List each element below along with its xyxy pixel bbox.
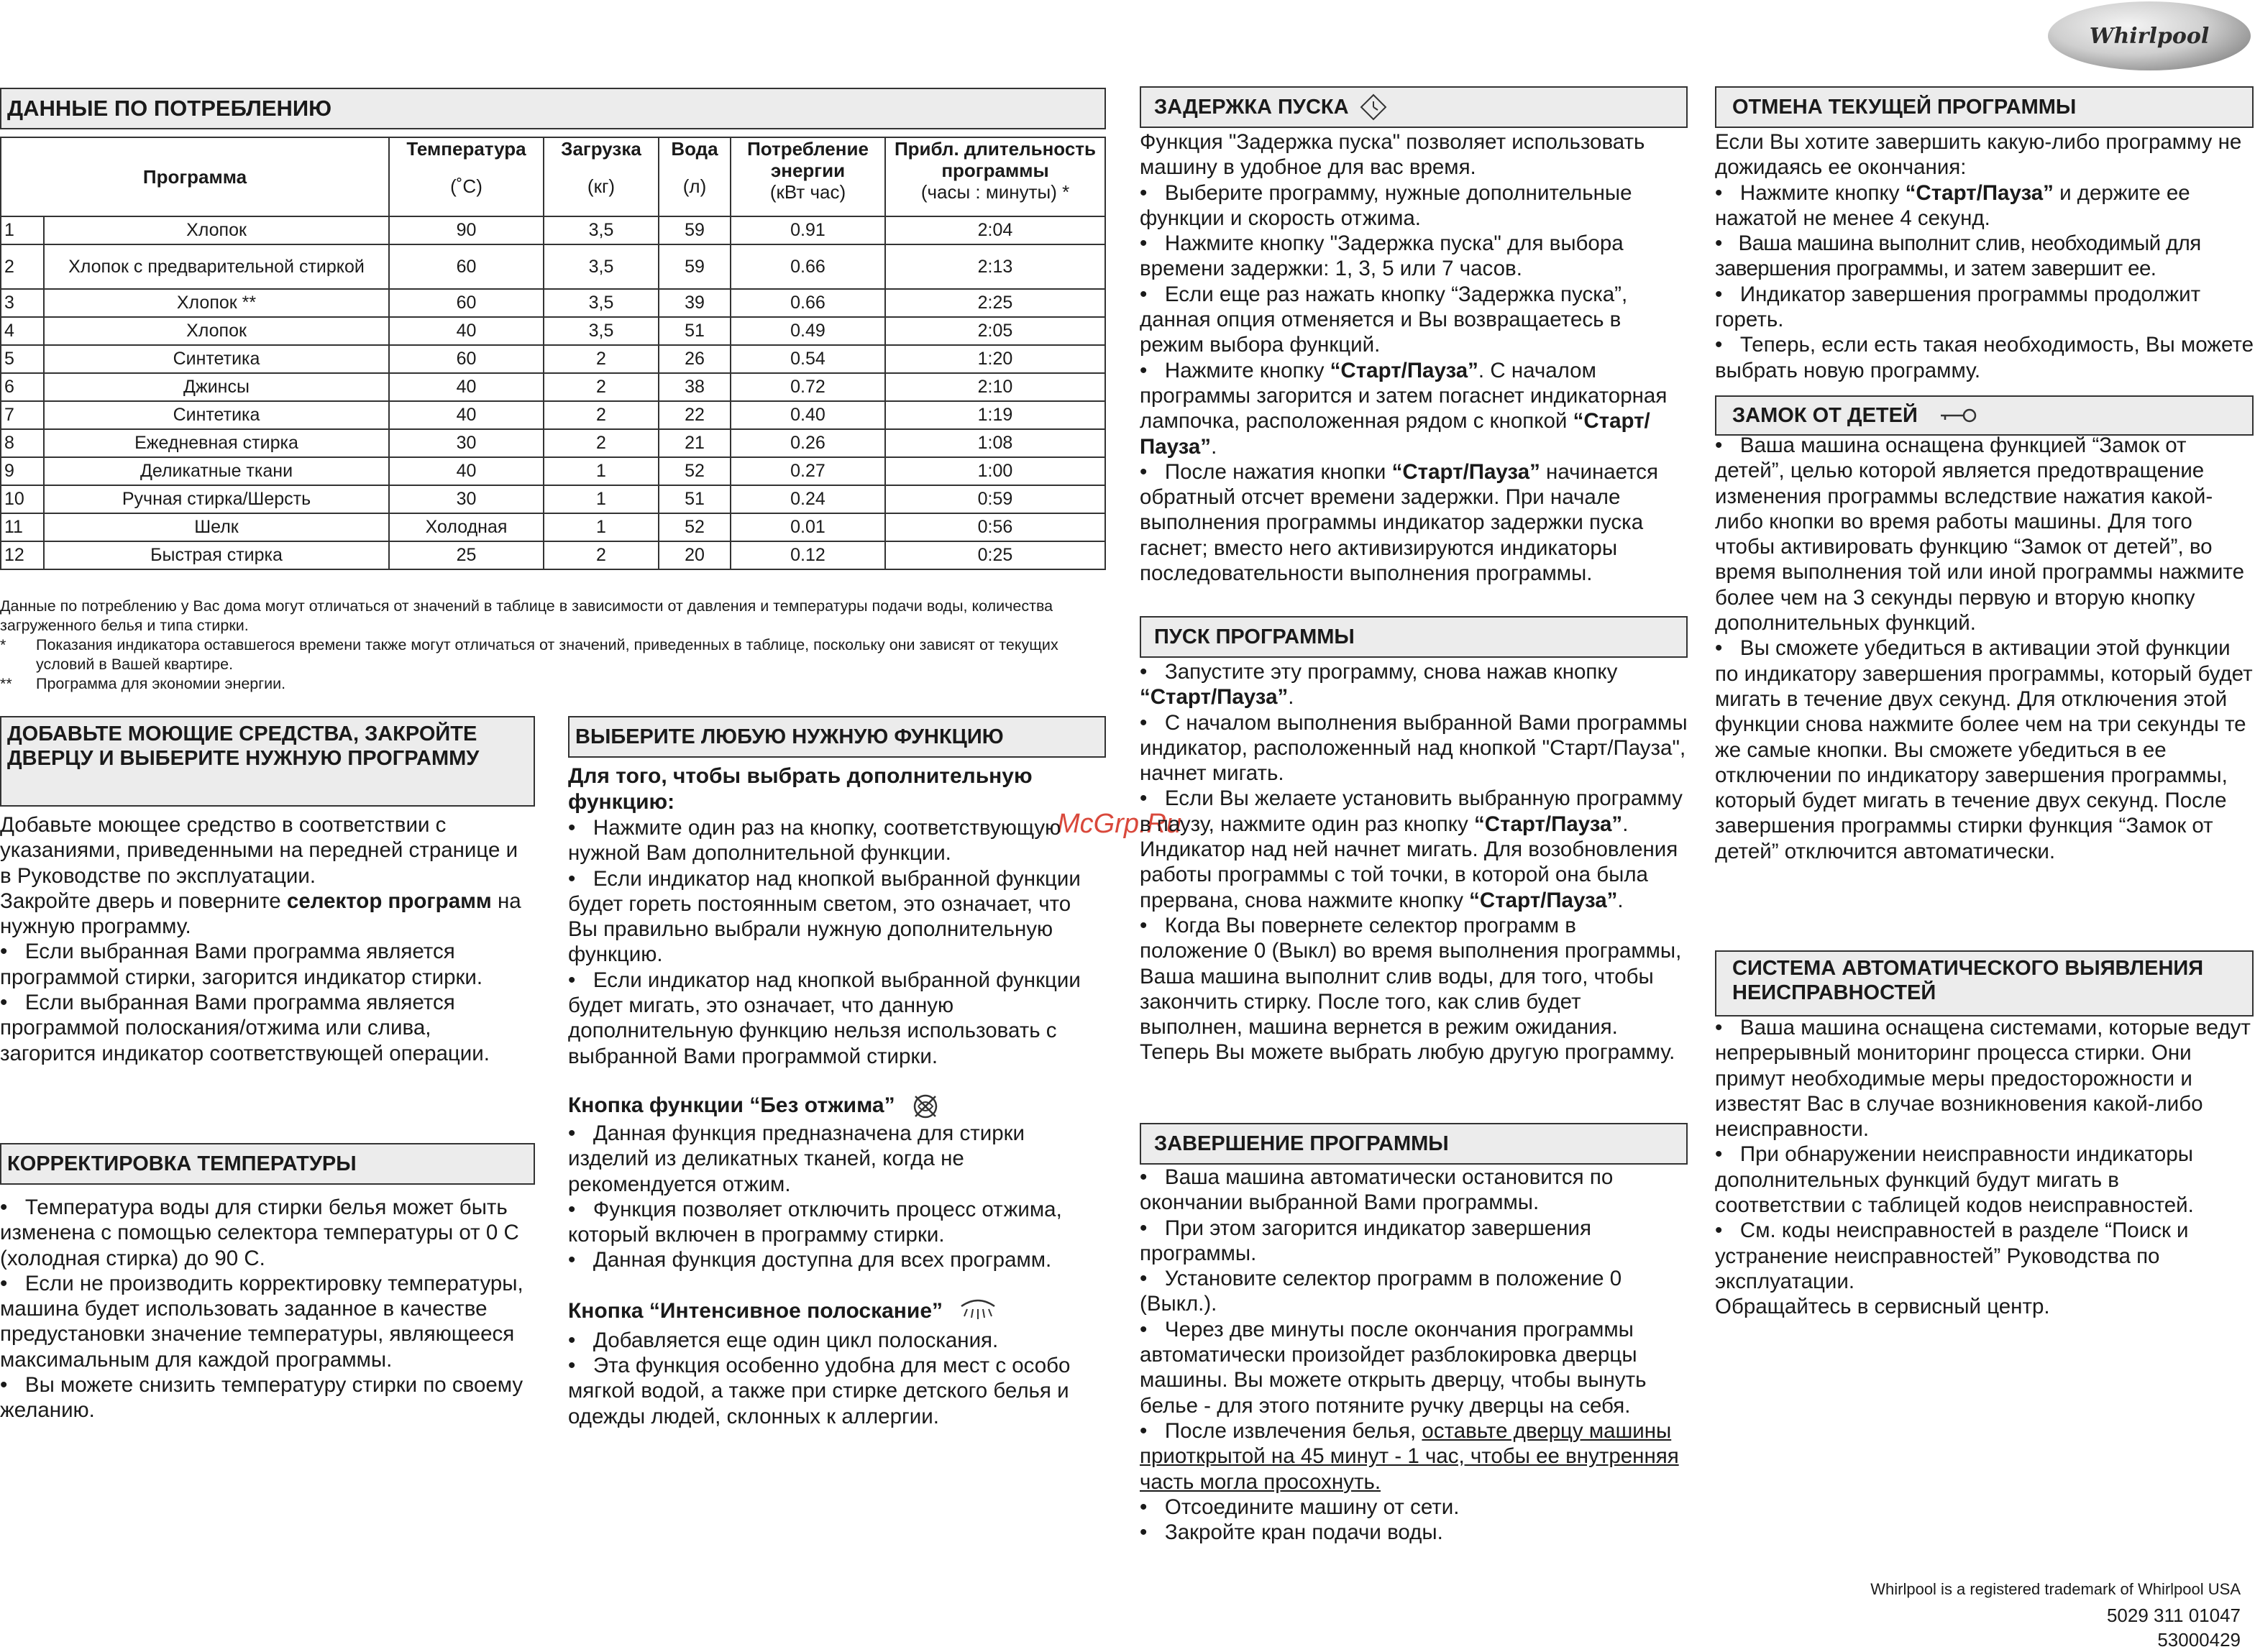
- table-row: [1, 485, 1105, 513]
- row-duration: 0:59: [885, 485, 1105, 513]
- row-energy: 0.49: [731, 317, 885, 345]
- row-energy: 0.24: [731, 485, 885, 513]
- row-program: Ручная стирка/Шерсть: [44, 485, 389, 513]
- row-water: 52: [659, 457, 731, 485]
- row-water: 21: [659, 429, 731, 457]
- start-body: • Запустите эту программу, снова нажав кнопку “Старт/Пауза”. • С началом выполнения выбранной Вами программы индикатор, расположенный над кнопкой "Старт/Пауза", начнет мигать. • Если Вы желаете установить выбранную программу в паузу, нажмите один раз кнопку “Старт/Пауза”. Индикатор над ней начнет мигать. Для возобновления работы программы с той точки, в которой она была прервана, снова нажмите кнопку “Старт/Пауза”. • Когда Вы повернете селектор программ в положение 0 (Выкл) во время выполнения программы, Ваша машина выполнит слив воды, для того, чтобы закончить стирку. После того, как слив будет выполнен, машина вернется в режим ожидания. Теперь Вы можете выбрать любую другую программу.: [1140, 659, 1688, 1065]
- row-number: 12: [1, 541, 44, 569]
- add-detergent-body: Добавьте моющее средство в соответствии с указаниями, приведенными на передней странице и в Руководстве по эксплуатации. Закройте дверь и поверните селектор программ на нужную программу. • Если выбранная Вами программа является программой стирки, загорится индикатор стирки. • Если выбранная Вами программа является программой полоскания/отжима или слива, загорится индикатор соответствующей операции.: [0, 812, 532, 1066]
- row-water: 51: [659, 485, 731, 513]
- row-water: 51: [659, 317, 731, 345]
- row-temperature: 40: [389, 317, 544, 345]
- col-temperature: Температура (˚C): [389, 137, 544, 216]
- row-number: 8: [1, 429, 44, 457]
- row-energy: 0.27: [731, 457, 885, 485]
- row-temperature: 90: [389, 216, 544, 244]
- table-row: [1, 513, 1105, 541]
- row-load: 1: [544, 513, 659, 541]
- watermark: McGrp.Ru: [1057, 809, 1182, 839]
- row-energy: 0.66: [731, 289, 885, 317]
- row-number: 3: [1, 289, 44, 317]
- col-load: Загрузка (кг): [544, 137, 659, 216]
- row-temperature: 40: [389, 373, 544, 401]
- row-number: 5: [1, 345, 44, 373]
- col-water: Вода (л): [659, 137, 731, 216]
- row-water: 39: [659, 289, 731, 317]
- row-temperature: 60: [389, 289, 544, 317]
- footer: [1870, 1579, 2241, 1652]
- row-temperature: 30: [389, 429, 544, 457]
- row-number: 1: [1, 216, 44, 244]
- row-water: 59: [659, 244, 731, 289]
- row-program: Деликатные ткани: [44, 457, 389, 485]
- table-row: [1, 216, 1105, 244]
- doc-code-2: 53000429: [2157, 1629, 2241, 1651]
- row-temperature: 40: [389, 401, 544, 429]
- row-temperature: 30: [389, 485, 544, 513]
- end-body: • Ваша машина автоматически остановится по окончании выбранной Вами программы. • При этом загорится индикатор завершения программы. • Установите селектор программ в положение 0 (Выкл.). • Через две минуты после окончания программы автоматически произойдет разблокировка дверцы машины. Вы можете открыть дверцу, чтобы вынуть белье - для этого потяните ручку дверцы на себя. • После извлечения белья, оставьте дверцу машины приоткрытой на 45 минут - 1 час, чтобы ее внутренняя часть могла просохнуть. • Отсоедините машину от сети. • Закройте кран подачи воды.: [1140, 1165, 1688, 1545]
- row-duration: 2:10: [885, 373, 1105, 401]
- add-detergent-title: ДОБАВЬТЕ МОЮЩИЕ СРЕДСТВА, ЗАКРОЙТЕ ДВЕРЦУ И ВЫБЕРИТЕ НУЖНУЮ ПРОГРАММУ: [0, 716, 535, 807]
- col-duration: Прибл. длительность программы (часы : минуты) *: [885, 137, 1105, 216]
- row-number: 4: [1, 317, 44, 345]
- child-lock-body: • Ваша машина оснащена функцией “Замок от детей”, целью которой является предотвращение изменения программы вследствие нажатия какой-либо кнопки во время работы машины. Для того чтобы активировать функцию “Замок от детей”, во время выполнения той или иной программы нажмите более чем на 3 секунды первую и вторую кнопку дополнительных функций. • Вы сможете убедиться в активации этой функции по индикатору завершения программы, который будет мигать в течение двух секунд. Для отключения этой функции снова нажмите более чем на три секунды те же самые кнопки. Вы сможете убедиться в ее отключении по индикатору завершения программы, который будет мигать в течение двух секунд. После завершения программы стирки функция “Замок от детей” отключится автоматически.: [1715, 433, 2254, 864]
- row-water: 22: [659, 401, 731, 429]
- row-water: 52: [659, 513, 731, 541]
- row-program: Хлопок: [44, 216, 389, 244]
- row-duration: 0:56: [885, 513, 1105, 541]
- row-duration: 1:00: [885, 457, 1105, 485]
- table-row: [1, 317, 1105, 345]
- row-energy: 0.66: [731, 244, 885, 289]
- cancel-title: ОТМЕНА ТЕКУЩЕЙ ПРОГРАММЫ: [1715, 86, 2254, 128]
- row-water: 20: [659, 541, 731, 569]
- row-energy: 0.01: [731, 513, 885, 541]
- rinse-heading: Кнопка “Интенсивное полоскание”: [568, 1296, 1104, 1328]
- row-load: 2: [544, 345, 659, 373]
- row-program: Джинсы: [44, 373, 389, 401]
- row-water: 26: [659, 345, 731, 373]
- row-energy: 0.26: [731, 429, 885, 457]
- row-program: Шелк: [44, 513, 389, 541]
- row-load: 1: [544, 457, 659, 485]
- delay-start-icon: [1359, 93, 1388, 121]
- row-program: Синтетика: [44, 345, 389, 373]
- row-number: 7: [1, 401, 44, 429]
- consumption-table: [0, 137, 1106, 570]
- row-duration: 0:25: [885, 541, 1105, 569]
- row-number: 10: [1, 485, 44, 513]
- row-water: 38: [659, 373, 731, 401]
- fault-body: • Ваша машина оснащена системами, которые ведут непрерывный мониторинг процесса стирки. Они примут необходимые меры предосторожности и известят Вас в случае возникновения какой-либо неисправности. • При обнаружении неисправности индикаторы дополнительных функций будут мигать в соответствии с таблицей кодов неисправностей. • См. коды неисправностей в разделе “Поиск и устранение неисправностей” Руководства по эксплуатации. Обращайтесь в сервисный центр.: [1715, 1015, 2254, 1320]
- row-program: Быстрая стирка: [44, 541, 389, 569]
- consumption-title: ДАННЫЕ ПО ПОТРЕБЛЕНИЮ: [0, 88, 1106, 129]
- row-temperature: 60: [389, 244, 544, 289]
- intensive-rinse-icon: [959, 1296, 997, 1328]
- table-row: [1, 345, 1105, 373]
- row-temperature: 40: [389, 457, 544, 485]
- row-number: 9: [1, 457, 44, 485]
- whirlpool-logo: Whirlpool: [2048, 1, 2251, 70]
- delay-title: ЗАДЕРЖКА ПУСКА: [1140, 86, 1688, 128]
- col-program: Программа: [1, 137, 389, 216]
- fault-title: СИСТЕМА АВТОМАТИЧЕСКОГО ВЫЯВЛЕНИЯ НЕИСПРАВНОСТЕЙ: [1715, 950, 2254, 1017]
- delay-body: Функция "Задержка пуска" позволяет использовать машину в удобное для вас время. • Выберите программу, нужные дополнительные функции и скорость отжима. • Нажмите кнопку "Задержка пуска" для выбора времени задержки: 1, 3, 5 или 7 часов. • Если еще раз нажать кнопку “Задержка пуска”, данная опция отменяется и Вы возвращаетесь в режим выбора функций. • Нажмите кнопку “Старт/Пауза”. С началом программы загорится и затем погаснет индикаторная лампочка, расположенная рядом с кнопкой “Старт/Пауза”. • После нажатия кнопки “Старт/Пауза” начинается обратный отсчет времени задержки. При начале выполнения программы индикатор задержки пуска гаснет; вместо него активизируются индикаторы последовательности выполнения программы.: [1140, 129, 1688, 586]
- table-row: [1, 429, 1105, 457]
- row-load: 2: [544, 373, 659, 401]
- row-program: Синтетика: [44, 401, 389, 429]
- row-number: 6: [1, 373, 44, 401]
- doc-code-1: 5029 311 01047: [2106, 1605, 2241, 1626]
- end-title: ЗАВЕРШЕНИЕ ПРОГРАММЫ: [1140, 1123, 1688, 1165]
- row-energy: 0.12: [731, 541, 885, 569]
- row-number: 2: [1, 244, 44, 289]
- row-duration: 1:20: [885, 345, 1105, 373]
- row-energy: 0.91: [731, 216, 885, 244]
- consumption-notes: [0, 597, 1106, 694]
- row-program: Хлопок **: [44, 289, 389, 317]
- note-1: Данные по потреблению у Вас дома могут отличаться от значений в таблице в зависимости от давления и температуры подачи воды, количества загруженного белья и типа стирки.: [0, 597, 1053, 634]
- row-load: 2: [544, 401, 659, 429]
- table-row: [1, 244, 1105, 289]
- no-spin-icon: [911, 1092, 940, 1121]
- functions-title: ВЫБЕРИТЕ ЛЮБУЮ НУЖНУЮ ФУНКЦИЮ: [568, 716, 1106, 758]
- row-duration: 1:19: [885, 401, 1105, 429]
- row-load: 2: [544, 429, 659, 457]
- functions-body: Для того, чтобы выбрать дополнительную функцию: • Нажмите один раз на кнопку, соответствующую нужной Вам дополнительной функции. • Если индикатор над кнопкой выбранной функции будет гореть постоянным светом, это означает, что Вы правильно выбрали нужную дополнительную функцию. • Если индикатор над кнопкой выбранной функции будет мигать, это означает, что данную дополнительную функцию нельзя использовать с выбранной Вами программой стирки. Кнопка функции “Без отжима” • Данная функция предназначена для стирки изделий из деликатных тканей, когда не рекомендуется отжим. • Функция позволяет отключить процесс отжима, который включен в программу стирки. • Данная функция доступна для всех программ. Кнопка “Интенсивное полоскание” • Добавляется еще один цикл полоскания. • Эта функция особенно удобна для мест с особо мягкой водой, а также при стирке детского белья и одежды людей, склонных к аллергии.: [568, 763, 1104, 1429]
- row-temperature: 60: [389, 345, 544, 373]
- row-load: 1: [544, 485, 659, 513]
- row-load: 3,5: [544, 216, 659, 244]
- row-number: 11: [1, 513, 44, 541]
- start-title: ПУСК ПРОГРАММЫ: [1140, 616, 1688, 658]
- row-program: Ежедневная стирка: [44, 429, 389, 457]
- note-2: * Показания индикатора оставшегося времени также могут отличаться от значений, приведенных в таблице, поскольку они зависят от текущих условий в Вашей квартире.: [0, 636, 1058, 673]
- row-duration: 1:08: [885, 429, 1105, 457]
- temperature-title: КОРРЕКТИРОВКА ТЕМПЕРАТУРЫ: [0, 1143, 535, 1185]
- row-duration: 2:04: [885, 216, 1105, 244]
- row-load: 3,5: [544, 317, 659, 345]
- row-program: Хлопок с предварительной стиркой: [44, 244, 389, 289]
- table-row: [1, 401, 1105, 429]
- row-duration: 2:25: [885, 289, 1105, 317]
- row-energy: 0.54: [731, 345, 885, 373]
- row-temperature: 25: [389, 541, 544, 569]
- key-icon: [1939, 407, 1977, 424]
- temperature-body: • Температура воды для стирки белья может быть изменена с помощью селектора температуры от 0 С (холодная стирка) до 90 С. • Если не производить корректировку температуры, машина будет использовать заданное в качестве предустановки значение температуры, являющееся максимальным для каждой программы. • Вы можете снизить температуру стирки по своему желанию.: [0, 1195, 532, 1423]
- col-energy: Потребление энергии (кВт час): [731, 137, 885, 216]
- row-program: Хлопок: [44, 317, 389, 345]
- row-energy: 0.72: [731, 373, 885, 401]
- row-duration: 2:13: [885, 244, 1105, 289]
- table-row: [1, 541, 1105, 569]
- table-row: [1, 289, 1105, 317]
- table-row: [1, 373, 1105, 401]
- row-load: 3,5: [544, 289, 659, 317]
- cancel-body: Если Вы хотите завершить какую-либо программу не дожидаясь ее окончания: • Нажмите кнопку “Старт/Пауза” и держите ее нажатой не менее 4 секунд. • Ваша машина выполнит слив, необходимый для завершения программы, и затем завершит ее. • Индикатор завершения программы продолжит гореть. • Теперь, если есть такая необходимость, Вы можете выбрать новую программу.: [1715, 129, 2254, 383]
- row-energy: 0.40: [731, 401, 885, 429]
- row-water: 59: [659, 216, 731, 244]
- row-temperature: Холодная: [389, 513, 544, 541]
- row-duration: 2:05: [885, 317, 1105, 345]
- trademark-text: Whirlpool is a registered trademark of Whirlpool USA: [1870, 1580, 2241, 1598]
- row-load: 3,5: [544, 244, 659, 289]
- note-3: ** Программа для экономии энергии.: [0, 675, 286, 692]
- table-row: [1, 457, 1105, 485]
- row-load: 2: [544, 541, 659, 569]
- nospin-heading: Кнопка функции “Без отжима”: [568, 1092, 1104, 1121]
- child-lock-title: ЗАМОК ОТ ДЕТЕЙ: [1715, 395, 2254, 436]
